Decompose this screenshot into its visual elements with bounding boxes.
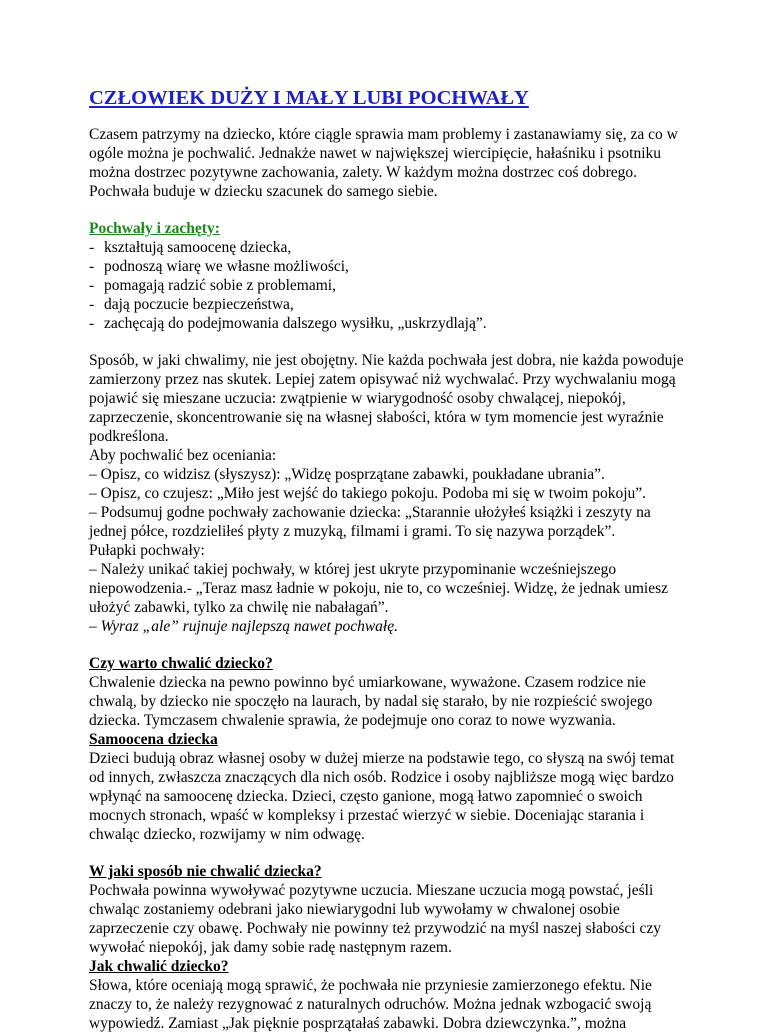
how-not-paragraph: Pochwała powinna wywoływać pozytywne uczucia. Mieszane uczucia mogą powstać, jeśli chwaląc zostaniemy odebrani jako niewiarygodni lub wywołamy w chwalonej osobie zaprzeczenie czy obawę. Pochwały nie powinny też przywodzić na myśl naszej słabości czy wywołać niepokój, jak damy sobie radę następnym razem. — [89, 882, 661, 956]
list-item: - podnoszą wiarę we własne możliwości, — [89, 257, 689, 276]
trap-line-reminder: – Należy unikać takiej pochwały, w której jest ukryte przypominanie wcześniejszego niepowodzenia.- „Teraz masz ładnie w pokoju, nie to, co wcześniej. Widzę, że jednak umiesz ułożyć zabawki, tylko za chwilę nie nabałagań”. — [89, 561, 669, 616]
method-lead: Aby pochwalić bez oceniania: — [89, 447, 277, 464]
list-item: - pomagają radzić sobie z problemami, — [89, 276, 689, 295]
self-esteem-paragraph: Dzieci budują obraz własnej osoby w dużej mierze na podstawie tego, co słyszą na swój temat od innych, zwłaszcza znaczących dla nich osób. Rodzice i osoby najbliższe mogą więc bardzo wpłynąć na samoocenę dziecka. Dzieci, często ganione, mogą łatwo zapomnieć o swoich mocnych stronach, wpaść w kompleksy i przestać wierzyć w siebie. Doceniając starania i chwaląc dziecko, rozwijamy w nim odwagę. — [89, 750, 675, 843]
method-line-summarize: – Podsumuj godne pochwały zachowanie dziecka: „Starannie ułożyłeś książki i zeszyty na jednej półce, rozdzieliłeś płyty z muzyką, filmami i grami. To się nazywa porządek”. — [89, 504, 651, 540]
how-not-heading: W jaki sposób nie chwalić dziecka? — [89, 863, 322, 880]
list-item: - kształtują samoocenę dziecka, — [89, 238, 689, 257]
traps-lead: Pułapki pochwały: — [89, 542, 205, 559]
method-line-describe-feel: – Opisz, co czujesz: „Miło jest wejść do takiego pokoju. Podoba mi się w twoim pokoju”. — [89, 485, 647, 502]
worth-paragraph: Chwalenie dziecka na pewno powinno być umiarkowane, wyważone. Czasem rodzice nie chwalą, by dziecko nie spoczęło na laurach, by nadal się starało, by nie rozpieścić swojego dziecka. Tymczasem chwalenie sprawia, że podejmuje ono coraz to nowe wyzwania. — [89, 674, 653, 729]
how-paragraph: Słowa, które oceniają mogą sprawić, że pochwała nie przyniesie zamierzonego efektu. Nie znaczy to, że należy rezygnować z naturalnych odruchów. Można jednak wzbogacić swoją wypowiedź. Zamiast „Jak pięknie posprzątałaś zabawki. Dobra dziewczynka.”, można — [89, 977, 652, 1032]
list-item: - zachęcają do podejmowania dalszego wysiłku, „uskrzydlają”. — [89, 314, 689, 333]
self-esteem-heading: Samoocena dziecka — [89, 731, 218, 748]
method-paragraph: Sposób, w jaki chwalimy, nie jest obojętny. Nie każda pochwała jest dobra, nie każda powoduje zamierzony przez nas skutek. Lepiej zatem opisywać niż wychwalać. Przy wychwalaniu mogą pojawić się mieszane uczucia: zwątpienie w wiarygodność osoby chwalącej, niepokój, zaprzeczenie, skoncentrowanie się na własnej słabości, która w tym momencie jest wyraźnie podkreślona. — [89, 352, 684, 445]
praise-heading: Pochwały i zachęty: — [89, 220, 220, 237]
how-heading: Jak chwalić dziecko? — [89, 958, 229, 975]
worth-heading: Czy warto chwalić dziecko? — [89, 655, 273, 672]
method-line-describe-seen: – Opisz, co widzisz (słyszysz): „Widzę posprzątane zabawki, poukładane ubrania”. — [89, 466, 605, 483]
document-page — [89, 86, 689, 1033]
document-title: CZŁOWIEK DUŻY I MAŁY LUBI POCHWAŁY — [89, 87, 529, 109]
trap-line-but: – Wyraz „ale” rujnuje najlepszą nawet pochwałę. — [89, 618, 398, 635]
praise-list — [89, 238, 689, 333]
intro-paragraph: Czasem patrzymy na dziecko, które ciągle sprawia mam problemy i zastanawiamy się, za co w ogóle można je pochwalić. Jednakże nawet w największej wiercipięcie, hałaśniku i psotniku można dostrzec pozytywne zachowania, zalety. W każdym można dostrzec coś dobrego. Pochwała buduje w dziecku szacunek do samego siebie. — [89, 126, 678, 200]
list-item: - dają poczucie bezpieczeństwa, — [89, 295, 689, 314]
